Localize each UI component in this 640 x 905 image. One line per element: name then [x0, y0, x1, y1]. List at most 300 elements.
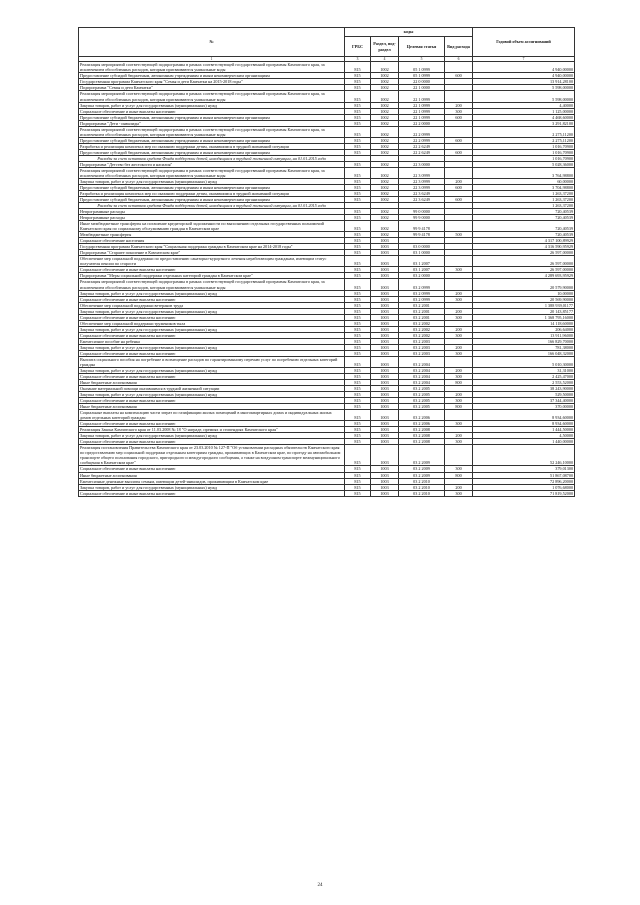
- row-kind: 800: [445, 472, 473, 478]
- row-target: 03 1 2007: [399, 256, 445, 267]
- row-amount: 26 597,00000: [473, 250, 575, 256]
- row-amount: 1 016,70900: [473, 149, 575, 155]
- row-target: 03 2 2010: [399, 490, 445, 496]
- row-name: Реализация Закона Камчатского края от 11.03.2008 № 18 "О награде, премиях и стипендиях Камчатского края": [79, 427, 345, 433]
- row-amount: 5 598,00000: [473, 85, 575, 91]
- row-name: Закупка товаров, работ и услуг для государственных (муниципальных) нужд: [79, 326, 345, 332]
- row-amount: 2 425,47000: [473, 373, 575, 379]
- row-section: 1003: [371, 267, 399, 273]
- row-section: 1002: [371, 221, 399, 232]
- row-kind: 300: [445, 421, 473, 427]
- row-grbs: 815: [345, 256, 371, 267]
- row-target: 22 1 0999: [399, 102, 445, 108]
- row-amount: 206,64000: [473, 326, 575, 332]
- row-amount: 4 289 693,95929: [473, 273, 575, 279]
- row-amount: 20 569,90000: [473, 296, 575, 302]
- row-grbs: 815: [345, 484, 371, 490]
- column-index: 6: [445, 57, 473, 62]
- row-section: 1003: [371, 344, 399, 350]
- row-name: Социальное обеспечение и иные выплаты населению: [79, 332, 345, 338]
- row-section: 1002: [371, 161, 399, 167]
- row-name: Предоставление субсидий бюджетным, автономным учреждениям и иным некоммерческим организациям: [79, 184, 345, 190]
- row-section: 1003: [371, 478, 399, 484]
- row-name: Разработка и реализация комплекса мер по оказанию поддержки детям, оказавшимся в трудной жизненной ситуации: [79, 143, 345, 149]
- row-name: Социальные выплаты на компенсацию части затрат по газификации жилых помещений в многоквартирных домах и индивидуальных жилых домов отдельных категорий граждан: [79, 410, 345, 421]
- row-target: 03 2 2001: [399, 308, 445, 314]
- row-target: 22 1 0999: [399, 91, 445, 102]
- row-grbs: 815: [345, 433, 371, 439]
- row-name: Реализация постановления Правительства Камчатского края от 23.03.2010 № 127-П "Об установлении расходных обязательств Камчатского края по предоставлению мер социальной поддержки отдельным категориям граждан, проживающих в Камчатском крае, по проезду на автомобильном транспорте общего пользования городского, пригородного и междугородного сообщения, а также на воздушном транспорте межмуниципального сообщения в Камчатском крае": [79, 445, 345, 466]
- row-grbs: 815: [345, 167, 371, 178]
- row-section: 1003: [371, 320, 399, 326]
- row-kind: 200: [445, 102, 473, 108]
- row-grbs: 815: [345, 221, 371, 232]
- row-amount: 166 829,70000: [473, 338, 575, 344]
- header-grbs: ГРБС: [345, 37, 371, 57]
- row-kind: 600: [445, 73, 473, 79]
- row-name: Реализация мероприятий соответствующей подпрограммы в рамках соответствующей государственной программы Камчатского края, за исключением обособленных расходов, которым присваиваются уникальные коды: [79, 62, 345, 73]
- row-grbs: 815: [345, 338, 371, 344]
- row-amount: 13 914,28100: [473, 79, 575, 85]
- row-section: 1003: [371, 380, 399, 386]
- row-name: Иные межбюджетные трансферты на погашение кредиторской задолженности по выполнению отдельных государственных полномочий Камчатского края по социальному обслуживанию граждан в Камчатском крае: [79, 221, 345, 232]
- row-kind: [445, 91, 473, 102]
- row-grbs: 815: [345, 102, 371, 108]
- row-section: 1002: [371, 108, 399, 114]
- row-kind: 300: [445, 267, 473, 273]
- row-name: Подпрограмма "Дети - инвалиды": [79, 120, 345, 126]
- row-name: Реализация мероприятий соответствующей подпрограммы в рамках соответствующей государственной программы Камчатского края, за исключением обособленных расходов, которым присваиваются уникальные коды: [79, 167, 345, 178]
- row-amount: 4,40000: [473, 102, 575, 108]
- row-grbs: 815: [345, 380, 371, 386]
- row-kind: 200: [445, 308, 473, 314]
- row-name: Закупка товаров, работ и услуг для государственных (муниципальных) нужд: [79, 367, 345, 373]
- row-name: Социальное обеспечение населения: [79, 238, 345, 244]
- row-grbs: 815: [345, 273, 371, 279]
- row-section: 1003: [371, 445, 399, 466]
- row-kind: 200: [445, 326, 473, 332]
- row-section: 1003: [371, 302, 399, 308]
- row-section: 1003: [371, 273, 399, 279]
- row-target: 22 2 0999: [399, 137, 445, 143]
- row-target: 03 2 2009: [399, 472, 445, 478]
- table-row: [79, 256, 575, 267]
- row-target: 22 3 0999: [399, 184, 445, 190]
- row-amount: 4 317 100,89929: [473, 238, 575, 244]
- row-amount: 4 468,60000: [473, 114, 575, 120]
- row-target: 03 2 0999: [399, 290, 445, 296]
- table-row: [79, 126, 575, 137]
- row-target: 03 2 2001: [399, 302, 445, 308]
- row-amount: 31,31000: [473, 367, 575, 373]
- row-section: 1002: [371, 178, 399, 184]
- row-name: Предоставление субсидий бюджетным, автономным учреждениям и иным некоммерческим организациям: [79, 137, 345, 143]
- row-name: Ежемесячное пособие на ребенка: [79, 338, 345, 344]
- row-target: 03 2 2006: [399, 421, 445, 427]
- row-section: 1003: [371, 386, 399, 392]
- row-target: 03 1 0000: [399, 250, 445, 256]
- row-grbs: 815: [345, 472, 371, 478]
- row-kind: 600: [445, 197, 473, 203]
- row-grbs: 815: [345, 332, 371, 338]
- row-target: 22 3 0999: [399, 178, 445, 184]
- row-grbs: 815: [345, 404, 371, 410]
- row-amount: 72 896,20000: [473, 478, 575, 484]
- row-target: 03 2 2003: [399, 344, 445, 350]
- row-grbs: 815: [345, 184, 371, 190]
- row-target: 22 3 6249: [399, 197, 445, 203]
- row-target: 03 2 2005: [399, 398, 445, 404]
- row-name: Социальное обеспечение и иные выплаты населению: [79, 108, 345, 114]
- row-grbs: 815: [345, 386, 371, 392]
- row-section: 1002: [371, 232, 399, 238]
- row-kind: 200: [445, 290, 473, 296]
- row-section: 1003: [371, 404, 399, 410]
- row-grbs: 815: [345, 320, 371, 326]
- row-kind: 200: [445, 392, 473, 398]
- row-target: 22 2 6249: [399, 149, 445, 155]
- row-name: Предоставление субсидий бюджетным, автономным учреждениям и иным некоммерческим организациям: [79, 73, 345, 79]
- row-name: Социальное обеспечение и иные выплаты населению: [79, 296, 345, 302]
- row-name: Закупка товаров, работ и услуг для государственных (муниципальных) нужд: [79, 392, 345, 398]
- row-name: Закупка товаров, работ и услуг для государственных (муниципальных) нужд: [79, 178, 345, 184]
- row-grbs: 815: [345, 137, 371, 143]
- row-section: 1003: [371, 398, 399, 404]
- row-amount: 5 028,36000: [473, 161, 575, 167]
- row-name: Оказание материальной помощи оказавшимся в трудной жизненной ситуации: [79, 386, 345, 392]
- row-grbs: 815: [345, 62, 371, 73]
- table-row: [79, 445, 575, 466]
- row-section: 1003: [371, 427, 399, 433]
- row-name: Социальное обеспечение и иные выплаты населению: [79, 314, 345, 320]
- row-section: 1002: [371, 184, 399, 190]
- row-grbs: 815: [345, 478, 371, 484]
- row-target: 03 2 2002: [399, 332, 445, 338]
- row-section: 1003: [371, 250, 399, 256]
- row-grbs: 815: [345, 79, 371, 85]
- row-target: 03 2 2008: [399, 433, 445, 439]
- table-row: [79, 167, 575, 178]
- row-section: 1003: [371, 490, 399, 496]
- row-section: 1003: [371, 466, 399, 472]
- row-section: 1003: [371, 338, 399, 344]
- row-kind: 800: [445, 404, 473, 410]
- row-kind: 200: [445, 484, 473, 490]
- row-kind: [445, 279, 473, 290]
- row-kind: 300: [445, 350, 473, 356]
- row-amount: 1 263,37200: [473, 203, 575, 209]
- column-index: 3: [345, 57, 371, 62]
- row-target: 99 9 4178: [399, 232, 445, 238]
- row-amount: 8 934,60000: [473, 410, 575, 421]
- row-kind: [445, 126, 473, 137]
- row-name: Обеспечение мер социальной поддержки по предоставлению санаторно-курортного лечения неработающим гражданам, имеющим статус получателя пенсии по старости: [79, 256, 345, 267]
- row-grbs: 815: [345, 296, 371, 302]
- row-grbs: 815: [345, 308, 371, 314]
- row-section: 1002: [371, 120, 399, 126]
- row-section: 1003: [371, 472, 399, 478]
- row-name: Разработка и реализация комплекса мер по оказанию поддержки детям, оказавшимся в трудной жизненной ситуации: [79, 191, 345, 197]
- row-name: Ежемесячные денежные выплаты семьям, имеющим детей-инвалидов, проживающим в Камчатском крае: [79, 478, 345, 484]
- row-amount: 2 275,11200: [473, 126, 575, 137]
- column-index: 4: [371, 57, 399, 62]
- row-grbs: 815: [345, 232, 371, 238]
- row-name: Социальное обеспечение и иные выплаты населению: [79, 421, 345, 427]
- row-grbs: 815: [345, 326, 371, 332]
- row-target: 99 9 4178: [399, 221, 445, 232]
- row-name: Социальное обеспечение и иные выплаты населению: [79, 350, 345, 356]
- row-name: Государственная программа Камчатского края "Социальная поддержка граждан в Камчатском крае на 2014-2018 годы": [79, 244, 345, 250]
- row-target: 03 0 0000: [399, 244, 445, 250]
- row-target: 03 2 2005: [399, 386, 445, 392]
- row-kind: [445, 410, 473, 421]
- row-amount: 20 143,85177: [473, 308, 575, 314]
- row-amount: 20 579,90000: [473, 279, 575, 290]
- row-amount: 4 316 590,95929: [473, 244, 575, 250]
- row-name: Непрограммные расходы: [79, 215, 345, 221]
- row-name: Непрограммные расходы: [79, 209, 345, 215]
- row-section: 1003: [371, 256, 399, 267]
- row-name: Социальное обеспечение и иные выплаты населению: [79, 267, 345, 273]
- row-name: Закупка товаров, работ и услуг для государственных (муниципальных) нужд: [79, 290, 345, 296]
- row-amount: 71 819,52000: [473, 490, 575, 496]
- row-amount: 1 263,37200: [473, 197, 575, 203]
- row-name: Расходы за счет остатков средств Фонда поддержки детей, находящихся в трудной жизненной ситуации, на 01.01.2015 года: [79, 203, 345, 209]
- row-target: 22 2 0000: [399, 120, 445, 126]
- row-section: 1003: [371, 290, 399, 296]
- row-target: 22 1 0999: [399, 114, 445, 120]
- row-grbs: 815: [345, 356, 371, 367]
- row-name: Межбюджетные трансферты: [79, 232, 345, 238]
- row-kind: 300: [445, 373, 473, 379]
- row-target: 03 2 2005: [399, 392, 445, 398]
- row-section: 1002: [371, 209, 399, 215]
- table-row: [79, 91, 575, 102]
- row-amount: 1 263,37200: [473, 191, 575, 197]
- table-row: [79, 279, 575, 290]
- row-name: Подпрограмма "Меры социальной поддержки отдельных категорий граждан в Камчатском крае": [79, 273, 345, 279]
- header-codes: коды: [345, 28, 473, 37]
- row-kind: 300: [445, 314, 473, 320]
- row-section: 1002: [371, 149, 399, 155]
- row-section: 1003: [371, 238, 399, 244]
- row-grbs: 815: [345, 178, 371, 184]
- row-name: Закупка товаров, работ и услуг для государственных (муниципальных) нужд: [79, 433, 345, 439]
- row-target: 99 0 0000: [399, 209, 445, 215]
- row-kind: 200: [445, 433, 473, 439]
- row-name: Социальное обеспечение и иные выплаты населению: [79, 439, 345, 445]
- row-name: Предоставление субсидий бюджетным, автономным учреждениям и иным некоммерческим организациям: [79, 114, 345, 120]
- row-target: 03 2 2009: [399, 466, 445, 472]
- row-name: Обеспечение мер социальной поддержки тружеников тыла: [79, 320, 345, 326]
- row-kind: 300: [445, 439, 473, 445]
- row-kind: 500: [445, 232, 473, 238]
- row-name: Подпрограмма "Семья и дети Камчатки": [79, 85, 345, 91]
- row-kind: 600: [445, 137, 473, 143]
- column-index: 5: [399, 57, 445, 62]
- row-target: 03 2 2003: [399, 338, 445, 344]
- row-kind: 300: [445, 398, 473, 404]
- row-grbs: 815: [345, 350, 371, 356]
- row-section: 1003: [371, 433, 399, 439]
- row-section: 1003: [371, 439, 399, 445]
- row-amount: 720,40539: [473, 209, 575, 215]
- row-amount: 1 125,00000: [473, 108, 575, 114]
- row-name: Подпрограмма "Старшее поколение в Камчатском крае": [79, 250, 345, 256]
- budget-sheet: [78, 27, 574, 497]
- row-kind: 300: [445, 332, 473, 338]
- row-section: 1002: [371, 73, 399, 79]
- row-kind: 600: [445, 114, 473, 120]
- row-grbs: 815: [345, 114, 371, 120]
- row-target: 03 2 2002: [399, 326, 445, 332]
- row-name: Иные бюджетные ассигнования: [79, 380, 345, 386]
- row-target: 03 2 0000: [399, 273, 445, 279]
- row-section: 1003: [371, 279, 399, 290]
- row-amount: 60,00000: [473, 178, 575, 184]
- row-grbs: 815: [345, 410, 371, 421]
- row-target: 03 2 2004: [399, 367, 445, 373]
- row-section: 1002: [371, 126, 399, 137]
- row-section: 1003: [371, 308, 399, 314]
- table-row: [79, 490, 575, 496]
- row-amount: 26 597,00000: [473, 267, 575, 273]
- row-target: 03 2 2004: [399, 356, 445, 367]
- row-amount: 370,00000: [473, 404, 575, 410]
- row-target: 03 2 0999: [399, 296, 445, 302]
- row-amount: 1 444,50000: [473, 427, 575, 433]
- header-kind: Вид расхода: [445, 37, 473, 57]
- row-name: Закупка товаров, работ и услуг для государственных (муниципальных) нужд: [79, 102, 345, 108]
- row-target: 03 1 2007: [399, 267, 445, 273]
- row-grbs: 815: [345, 108, 371, 114]
- row-grbs: 815: [345, 392, 371, 398]
- row-grbs: 815: [345, 73, 371, 79]
- row-name: Расходы за счет остатков средств Фонда поддержки детей, находящихся в трудной жизненной ситуации, на 01.01.2015 года: [79, 155, 345, 161]
- row-amount: 2 553,52000: [473, 380, 575, 386]
- row-grbs: 815: [345, 344, 371, 350]
- header-target: Целевая статья: [399, 37, 445, 57]
- row-amount: 4,50000: [473, 433, 575, 439]
- header-name-column: №: [79, 28, 345, 57]
- row-grbs: 815: [345, 91, 371, 102]
- row-target: 03 2 0999: [399, 279, 445, 290]
- row-target: 03 2 2006: [399, 410, 445, 421]
- row-kind: 300: [445, 466, 473, 472]
- row-section: 1003: [371, 367, 399, 373]
- row-amount: 38 243,90000: [473, 386, 575, 392]
- row-kind: [445, 167, 473, 178]
- row-section: 1002: [371, 143, 399, 149]
- table-row: [79, 221, 575, 232]
- row-kind: 800: [445, 380, 473, 386]
- row-section: 1002: [371, 137, 399, 143]
- row-name: Иные бюджетные ассигнования: [79, 404, 345, 410]
- row-amount: 52 246,10000: [473, 445, 575, 466]
- row-name: Реализация мероприятий соответствующей подпрограммы в рамках соответствующей государственной программы Камчатского края, за исключением обособленных расходов, которым присваиваются уникальные коды: [79, 91, 345, 102]
- row-grbs: 815: [345, 161, 371, 167]
- row-section: 1002: [371, 79, 399, 85]
- row-name: Предоставление субсидий бюджетным, автономным учреждениям и иным некоммерческим организациям: [79, 149, 345, 155]
- row-amount: 1 016,70900: [473, 155, 575, 161]
- row-name: Иные бюджетные ассигнования: [79, 472, 345, 478]
- row-name: Реализация мероприятий соответствующей подпрограммы в рамках соответствующей государственной программы Камчатского края, за исключением обособленных расходов, которым присваиваются уникальные коды: [79, 279, 345, 290]
- row-kind: 300: [445, 296, 473, 302]
- row-amount: 2 275,11200: [473, 137, 575, 143]
- row-target: 03 2 2004: [399, 373, 445, 379]
- row-target: 03 2 2010: [399, 484, 445, 490]
- row-target: 05 1 0999: [399, 62, 445, 73]
- budget-table: [78, 27, 575, 497]
- row-name: Предоставление субсидий бюджетным, автономным учреждениям и иным некоммерческим организациям: [79, 197, 345, 203]
- row-grbs: 815: [345, 445, 371, 466]
- row-section: 1003: [371, 373, 399, 379]
- row-amount: 10,00000: [473, 290, 575, 296]
- row-kind: [445, 256, 473, 267]
- row-amount: 720,40539: [473, 232, 575, 238]
- row-grbs: 815: [345, 215, 371, 221]
- row-amount: 1 440,00000: [473, 439, 575, 445]
- row-name: Закупка товаров, работ и услуг для государственных (муниципальных) нужд: [79, 484, 345, 490]
- row-target: 03 2 2005: [399, 404, 445, 410]
- row-section: 1003: [371, 392, 399, 398]
- row-amount: 51 867,08700: [473, 472, 575, 478]
- row-name: Выплата социального пособия на погребение и возмещение расходов по гарантированному перечню услуг по погребению отдельных категорий граждан: [79, 356, 345, 367]
- row-section: 1003: [371, 484, 399, 490]
- row-kind: 300: [445, 490, 473, 496]
- row-section: 1003: [371, 326, 399, 332]
- row-amount: 26 597,00000: [473, 256, 575, 267]
- row-amount: 1 388 939,01177: [473, 302, 575, 308]
- row-amount: 529,50000: [473, 392, 575, 398]
- row-grbs: 815: [345, 398, 371, 404]
- row-target: 22 3 0000: [399, 161, 445, 167]
- row-grbs: 815: [345, 120, 371, 126]
- row-target: 03 2 2008: [399, 439, 445, 445]
- row-section: 1003: [371, 332, 399, 338]
- row-amount: 4 940,00000: [473, 62, 575, 73]
- row-target: 22 1 0000: [399, 85, 445, 91]
- row-amount: 1 368 795,16000: [473, 314, 575, 320]
- row-target: 99 9 0000: [399, 215, 445, 221]
- row-amount: 37 344,40000: [473, 398, 575, 404]
- row-target: 22 3 0999: [399, 167, 445, 178]
- row-section: 1003: [371, 421, 399, 427]
- row-section: 1002: [371, 215, 399, 221]
- row-grbs: 815: [345, 421, 371, 427]
- row-amount: 8 934,60000: [473, 421, 575, 427]
- row-section: 1002: [371, 167, 399, 178]
- row-amount: 166 048,32000: [473, 350, 575, 356]
- row-grbs: 815: [345, 367, 371, 373]
- row-kind: [445, 356, 473, 367]
- row-kind: [445, 221, 473, 232]
- row-grbs: 815: [345, 149, 371, 155]
- table-row: [79, 356, 575, 367]
- row-section: 1003: [371, 244, 399, 250]
- row-kind: 200: [445, 367, 473, 373]
- row-kind: [445, 445, 473, 466]
- row-grbs: 815: [345, 290, 371, 296]
- row-section: 1002: [371, 197, 399, 203]
- row-target: 03 2 2004: [399, 380, 445, 386]
- row-grbs: 815: [345, 209, 371, 215]
- row-amount: 4 940,00000: [473, 73, 575, 79]
- page-number: 24: [317, 883, 323, 888]
- row-name: Социальное обеспечение и иные выплаты населению: [79, 466, 345, 472]
- row-grbs: 815: [345, 238, 371, 244]
- row-kind: 600: [445, 184, 473, 190]
